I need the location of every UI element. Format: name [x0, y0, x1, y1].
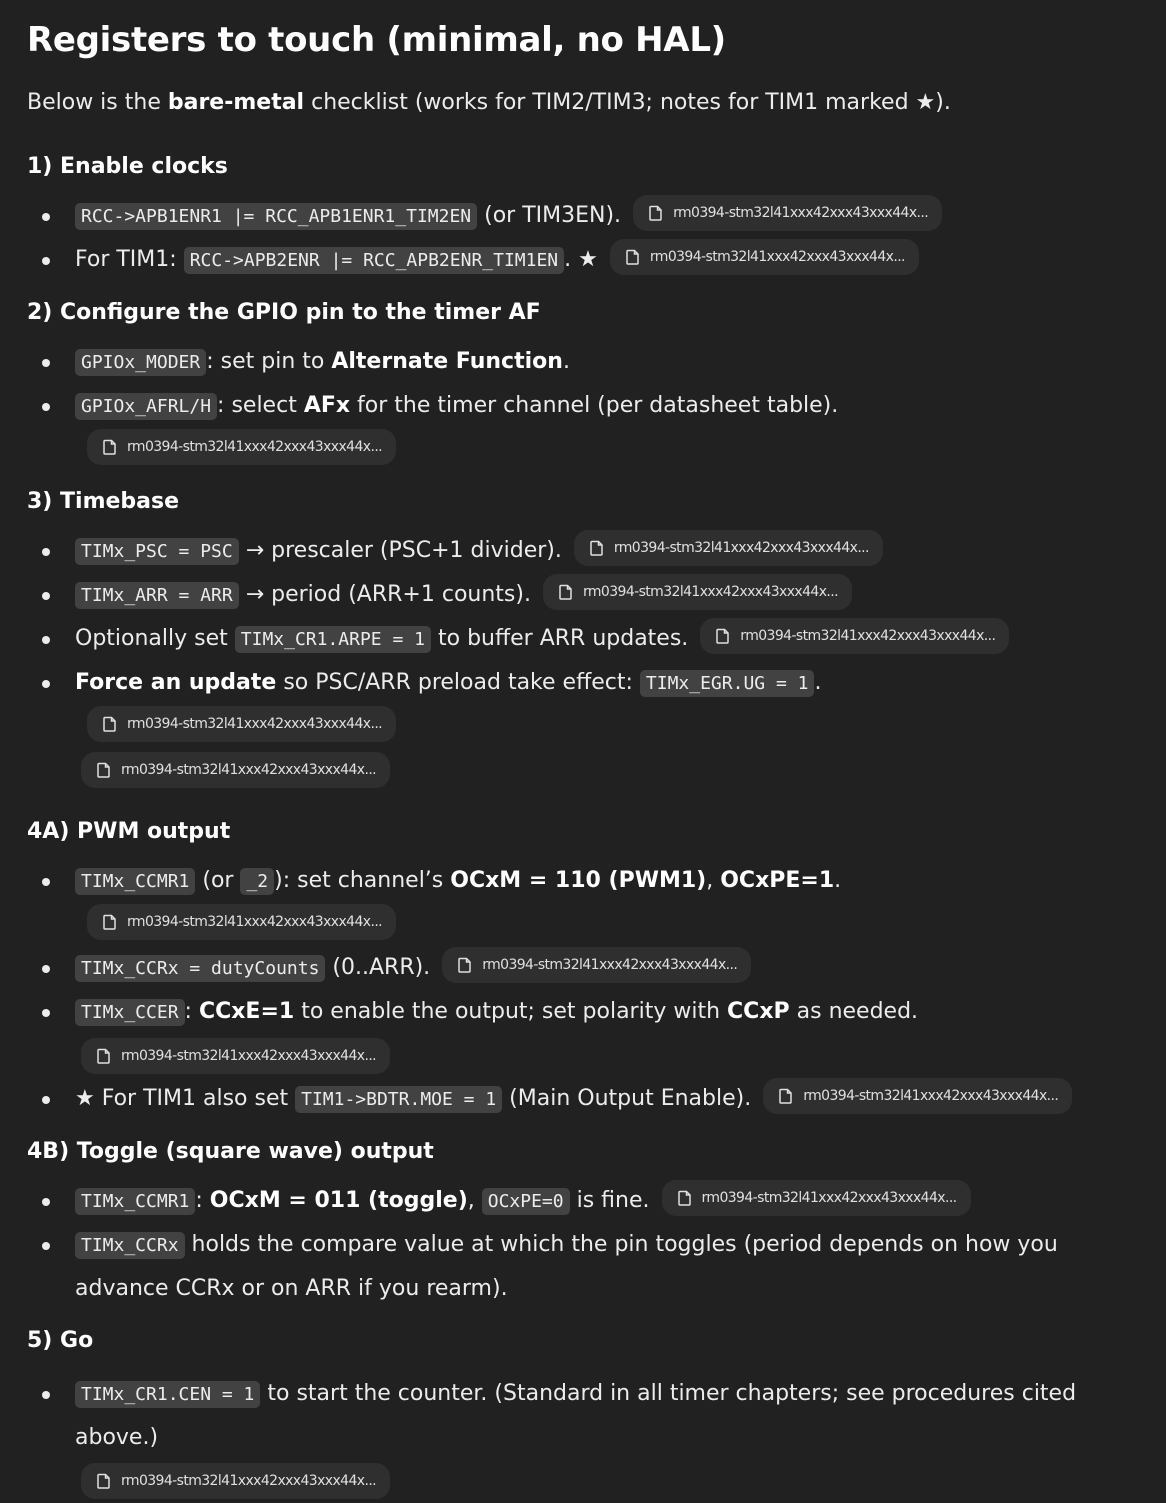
- list-item: Force an update so PSC/ARR preload take effect: TIMx_EGR.UG = 1 . rm0394-stm32l41xxx42xxx43xxx44x... rm0394-stm32l41xxx42xxx43xxx44x...: [27, 661, 1138, 791]
- list-item: TIMx_CCMR1 (or _2 ): set channel’s OCxM = 110 (PWM1), OCxPE=1. rm0394-stm32l41xxx42xxx43xxx44x...: [27, 859, 1138, 946]
- document-icon: [95, 1047, 113, 1065]
- section-go: [27, 1326, 1138, 1502]
- section-timebase: [27, 487, 1138, 791]
- citation-chip[interactable]: rm0394-stm32l41xxx42xxx43xxx44x...: [763, 1078, 1072, 1114]
- section-heading: 3) Timebase: [27, 489, 180, 514]
- document-icon: [676, 1189, 694, 1207]
- section-pwm-output: [27, 817, 1138, 1121]
- code-inline: TIMx_CR1.CEN = 1: [75, 1381, 260, 1408]
- citation-chip[interactable]: rm0394-stm32l41xxx42xxx43xxx44x...: [442, 947, 751, 983]
- list-item: Optionally set TIMx_CR1.ARPE = 1 to buffer ARR updates. rm0394-stm32l41xxx42xxx43xxx44x...: [27, 617, 1138, 661]
- section-heading: 4A) PWM output: [27, 819, 231, 844]
- code-inline: RCC->APB2ENR |= RCC_APB2ENR_TIM1EN: [184, 247, 564, 274]
- document-icon: [557, 583, 575, 601]
- document-icon: [101, 438, 119, 456]
- list-item: TIMx_ARR = ARR → period (ARR+1 counts). rm0394-stm32l41xxx42xxx43xxx44x...: [27, 573, 1138, 617]
- document-icon: [101, 913, 119, 931]
- document-icon: [95, 761, 113, 779]
- citation-chip[interactable]: rm0394-stm32l41xxx42xxx43xxx44x...: [81, 1463, 390, 1499]
- document-icon: [647, 204, 665, 222]
- list-item: TIMx_CCMR1 : OCxM = 011 (toggle), OCxPE=0 is fine. rm0394-stm32l41xxx42xxx43xxx44x...: [27, 1179, 1138, 1223]
- citation-chip[interactable]: rm0394-stm32l41xxx42xxx43xxx44x...: [87, 904, 396, 940]
- document-icon: [95, 1472, 113, 1490]
- list-item: TIMx_CCRx holds the compare value at which the pin toggles (period depends on how you advance CCRx or on ARR if you rearm).: [27, 1223, 1138, 1310]
- code-inline: GPIOx_MODER: [75, 349, 206, 376]
- list-item: GPIOx_MODER : set pin to Alternate Function.: [27, 340, 1138, 384]
- document-icon: [101, 715, 119, 733]
- section-heading: 4B) Toggle (square wave) output: [27, 1139, 434, 1164]
- section-heading: 5) Go: [27, 1328, 94, 1353]
- code-inline: TIMx_CCRx = dutyCounts: [75, 955, 325, 982]
- list-item: RCC->APB1ENR1 |= RCC_APB1ENR1_TIM2EN (or TIM3EN). rm0394-stm32l41xxx42xxx43xxx44x...: [27, 194, 1138, 238]
- section-heading: 1) Enable clocks: [27, 154, 228, 179]
- code-inline: TIMx_CR1.ARPE = 1: [235, 626, 431, 653]
- document-icon: [588, 539, 606, 557]
- code-inline: RCC->APB1ENR1 |= RCC_APB1ENR1_TIM2EN: [75, 203, 477, 230]
- code-inline: TIMx_EGR.UG = 1: [640, 670, 815, 697]
- citation-chip[interactable]: rm0394-stm32l41xxx42xxx43xxx44x...: [633, 195, 942, 231]
- document-icon: [777, 1087, 795, 1105]
- intro-paragraph: Below is the bare-metal checklist (works for TIM2/TIM3; notes for TIM1 marked ★).: [27, 90, 951, 115]
- section-heading: 2) Configure the GPIO pin to the timer AF: [27, 300, 541, 325]
- list-item: TIMx_CR1.CEN = 1 to start the counter. (Standard in all timer chapters; see procedures cited above.) rm0394-stm32l41xxx42xxx43xxx44x...: [27, 1372, 1138, 1502]
- code-inline: TIMx_CCMR1: [75, 868, 195, 895]
- code-inline: TIMx_CCER: [75, 999, 185, 1026]
- list-item: ★ For TIM1 also set TIM1->BDTR.MOE = 1 (Main Output Enable). rm0394-stm32l41xxx42xxx43xxx44x...: [27, 1077, 1138, 1121]
- code-inline: OCxPE=0: [482, 1188, 570, 1215]
- list-item: For TIM1: RCC->APB2ENR |= RCC_APB2ENR_TIM1EN . ★ rm0394-stm32l41xxx42xxx43xxx44x...: [27, 238, 1138, 282]
- list-item: GPIOx_AFRL/H : select AFx for the timer channel (per datasheet table). rm0394-stm32l41xxx42xxx43xxx44x...: [27, 384, 1138, 471]
- list-item: TIMx_CCER : CCxE=1 to enable the output; set polarity with CCxP as needed. rm0394-stm32l41xxx42xxx43xxx44x...: [27, 990, 1138, 1077]
- section-gpio: [27, 298, 1138, 471]
- code-inline: GPIOx_AFRL/H: [75, 393, 217, 420]
- document-icon: [624, 248, 642, 266]
- code-inline: _2: [240, 868, 274, 895]
- list-item: TIMx_CCRx = dutyCounts (0..ARR). rm0394-stm32l41xxx42xxx43xxx44x...: [27, 946, 1138, 990]
- citation-chip[interactable]: rm0394-stm32l41xxx42xxx43xxx44x...: [700, 618, 1009, 654]
- citation-chip[interactable]: rm0394-stm32l41xxx42xxx43xxx44x...: [87, 429, 396, 465]
- document-icon: [456, 956, 474, 974]
- citation-chip[interactable]: rm0394-stm32l41xxx42xxx43xxx44x...: [662, 1180, 971, 1216]
- citation-chip[interactable]: rm0394-stm32l41xxx42xxx43xxx44x...: [543, 574, 852, 610]
- citation-chip[interactable]: rm0394-stm32l41xxx42xxx43xxx44x...: [574, 530, 883, 566]
- section-toggle-output: [27, 1137, 1138, 1310]
- list-item: TIMx_PSC = PSC → prescaler (PSC+1 divider). rm0394-stm32l41xxx42xxx43xxx44x...: [27, 529, 1138, 573]
- document-icon: [714, 627, 732, 645]
- code-inline: TIMx_PSC = PSC: [75, 538, 239, 565]
- code-inline: TIMx_CCRx: [75, 1232, 185, 1259]
- citation-chip[interactable]: rm0394-stm32l41xxx42xxx43xxx44x...: [81, 1038, 390, 1074]
- section-enable-clocks: [27, 152, 1138, 282]
- code-inline: TIMx_CCMR1: [75, 1188, 195, 1215]
- code-inline: TIMx_ARR = ARR: [75, 582, 239, 609]
- citation-chip[interactable]: rm0394-stm32l41xxx42xxx43xxx44x...: [610, 239, 919, 275]
- citation-chip[interactable]: rm0394-stm32l41xxx42xxx43xxx44x...: [81, 752, 390, 788]
- page-title: Registers to touch (minimal, no HAL): [27, 20, 726, 60]
- code-inline: TIM1->BDTR.MOE = 1: [295, 1086, 502, 1113]
- citation-chip[interactable]: rm0394-stm32l41xxx42xxx43xxx44x...: [87, 706, 396, 742]
